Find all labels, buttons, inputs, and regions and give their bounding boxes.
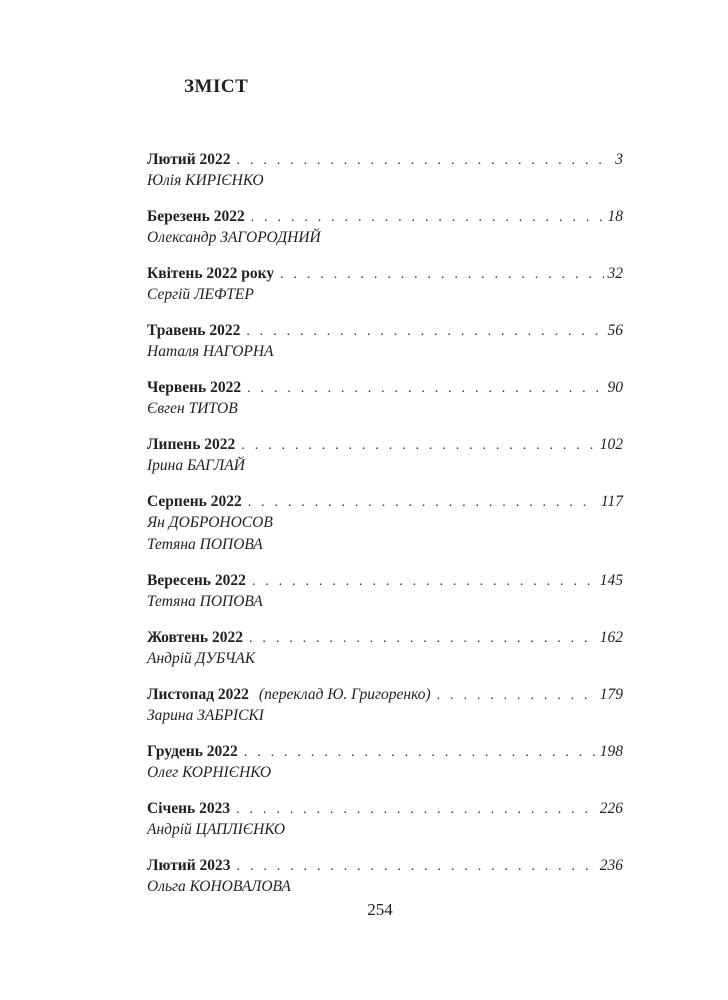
entry-title: Жовтень 2022 (147, 629, 244, 646)
entry-page: 102 (599, 436, 623, 453)
dot-leader (237, 857, 596, 877)
entry-title: Липень 2022 (147, 436, 236, 453)
entry-page: 117 (600, 493, 623, 510)
dot-leader (241, 436, 595, 456)
entry-author: Олександр ЗАГОРОДНИЙ (147, 229, 321, 246)
entry-page: 236 (599, 857, 623, 874)
entry-author: Андрій ЦАПЛІЄНКО (147, 821, 286, 838)
entry-title: Червень 2022 (147, 379, 242, 396)
entry-author: Євген ТИТОВ (147, 400, 238, 417)
entry-title: Грудень 2022 (147, 743, 238, 760)
entry-note: (переклад Ю. Григоренко) (258, 686, 431, 703)
entry-title: Серпень 2022 (147, 493, 242, 510)
toc-entry (147, 207, 623, 249)
dot-leader (437, 686, 596, 706)
dot-leader (246, 322, 603, 342)
dot-leader (252, 572, 596, 592)
entry-title: Лютий 2023 (147, 857, 231, 874)
table-of-contents (147, 150, 623, 913)
entry-page: 3 (615, 151, 623, 168)
entry-author: Сергій ЛЕФТЕР (147, 286, 254, 303)
entry-author: Зарина ЗАБРІСКІ (147, 707, 264, 724)
toc-entry (147, 264, 623, 306)
toc-entry (147, 435, 623, 477)
toc-entry (147, 321, 623, 363)
entry-title: Лютий 2022 (147, 151, 231, 168)
entry-page: 18 (607, 208, 623, 225)
entry-page: 226 (599, 800, 623, 817)
dot-leader (280, 265, 603, 285)
dot-leader (244, 743, 596, 763)
entry-title: Січень 2023 (147, 800, 231, 817)
toc-entry (147, 685, 623, 727)
entry-author: Ян ДОБРОНОСОВ (147, 514, 273, 531)
entry-page: 179 (599, 686, 623, 703)
entry-page: 162 (599, 629, 623, 646)
page-title: ЗМІСТ (184, 76, 249, 97)
toc-entry (147, 150, 623, 192)
dot-leader (251, 208, 604, 228)
entry-author: Тетяна ПОПОВА (147, 536, 263, 553)
dot-leader (248, 493, 597, 513)
entry-title: Вересень 2022 (147, 572, 246, 589)
dot-leader (247, 379, 603, 399)
entry-author: Тетяна ПОПОВА (147, 593, 263, 610)
toc-entry (147, 856, 623, 898)
entry-author: Ірина БАГЛАЙ (147, 457, 245, 474)
entry-page: 32 (607, 265, 623, 282)
entry-author: Ольга КОНОВАЛОВА (147, 878, 291, 895)
page-number: 254 (367, 900, 393, 919)
entry-title: Листопад 2022 (147, 686, 249, 703)
toc-entry (147, 742, 623, 784)
dot-leader (249, 629, 596, 649)
toc-entry (147, 378, 623, 420)
toc-entry (147, 628, 623, 670)
entry-author: Юлія КИРІЄНКО (147, 172, 264, 189)
dot-leader (236, 800, 596, 820)
entry-title: Травень 2022 (147, 322, 241, 339)
entry-page: 145 (599, 572, 623, 589)
entry-author: Андрій ДУБЧАК (147, 650, 256, 667)
entry-page: 56 (607, 322, 623, 339)
entry-page: 90 (607, 379, 623, 396)
entry-title: Березень 2022 (147, 208, 245, 225)
toc-entry (147, 571, 623, 613)
entry-author: Наталя НАГОРНА (147, 343, 274, 360)
dot-leader (237, 151, 612, 171)
toc-entry (147, 799, 623, 841)
toc-entry (147, 492, 623, 556)
entry-author: Олег КОРНІЄНКО (147, 764, 272, 781)
entry-title: Квітень 2022 року (147, 265, 275, 282)
entry-page: 198 (599, 743, 623, 760)
